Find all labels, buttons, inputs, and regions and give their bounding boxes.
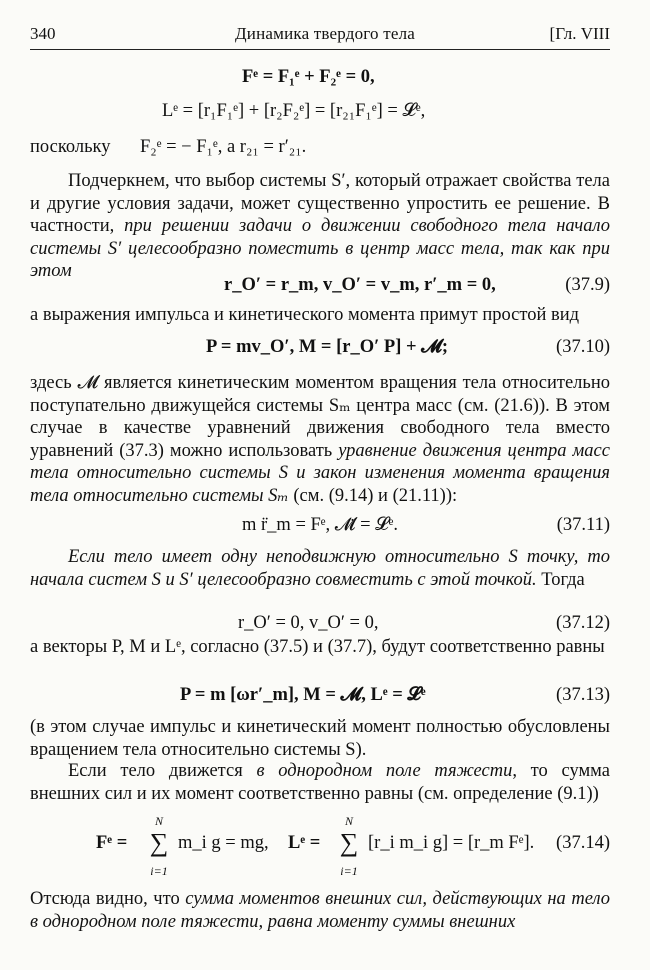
since-label: поскольку (30, 137, 111, 157)
paragraph-text: (см. (9.14) и (21.11)): (288, 485, 458, 506)
equation-37-10 (30, 334, 610, 360)
book-page (30, 0, 610, 970)
equation-number: (37.10) (556, 337, 610, 357)
running-title: Динамика твердого тела (234, 24, 416, 43)
sum-upper-limit: N (154, 814, 163, 828)
equation-37-11 (30, 512, 610, 538)
paragraph-emphasis: уравнение движения центра масс тела относительно системы S и закон изменения момента вращения тела относительно системы Sₘ (30, 440, 610, 506)
paragraph-8 (30, 888, 610, 933)
paragraph-emphasis: Если тело имеет одну неподвижную относительно S точку, то начала систем S и S′ целесообразно совместить с этой точкой. (30, 547, 610, 590)
summation-symbol (148, 814, 170, 878)
equation-37-9 (30, 272, 610, 298)
equation-moment-sum (30, 98, 610, 124)
sum-upper-limit: N (344, 814, 353, 828)
equation-force-sum (30, 64, 610, 90)
equation-number: (37.12) (556, 613, 610, 633)
paragraph-1 (30, 170, 610, 283)
paragraph-4 (30, 546, 610, 591)
paragraph-text: Подчеркнем, что выбор системы S′, который отражает свойства тела и другие условия задачи, может существенно упростить ее решение. В частности, (30, 171, 610, 236)
equation-text: P = mv_O′, M = [r_O′ P] + 𝓜; (206, 337, 449, 357)
equation-text: m r̈_m = Fᵉ, 𝓜̇ = 𝓛ᵉ. (242, 515, 399, 535)
paragraph-emphasis: сумма моментов внешних сил, действующих на тело в однородном поле тяжести, равна моменту суммы внешних (30, 889, 610, 932)
equation-text: r_O′ = 0, v_O′ = 0, (238, 613, 379, 633)
equation-text: Fᵉ = F₁ᵉ + F₂ᵉ = 0, (242, 67, 375, 87)
paragraph-text: Тогда (536, 569, 585, 590)
equation-since (30, 134, 610, 160)
equation-37-13 (30, 682, 610, 708)
paragraph-3 (30, 372, 610, 507)
paragraph-text: (в этом случае импульс и кинетический момент полностью обусловлены вращением тела относительно системы S). (30, 717, 610, 760)
equation-number: (37.11) (556, 515, 610, 535)
header-rule (30, 49, 610, 50)
paragraph-text: а векторы P, M и Lᵉ, согласно (37.5) и (37.7), будут соответственно равны (30, 637, 605, 657)
equation-number: (37.13) (556, 685, 610, 705)
equation-text: Fᵉ = (96, 833, 128, 853)
equation-text: P = m [ωr′_m], M = 𝓜, Lᵉ = 𝓛ᵉ (180, 685, 426, 705)
equation-37-12 (30, 610, 610, 636)
equation-number: (37.14) (556, 833, 610, 853)
paragraph-text: Отсюда видно, что (30, 889, 186, 909)
equation-text: Lᵉ = (288, 833, 321, 853)
paragraph-5 (30, 636, 610, 659)
paragraph-6 (30, 716, 610, 761)
paragraph-text: Если тело движется (68, 761, 257, 781)
page-header (30, 24, 610, 48)
paragraph-text: здесь 𝓜 является кинетическим моментом вращения тела относительно поступательно движущейся системы Sₘ центра масс (см. (21.6)). В этом случае в качестве уравнений движения свободного тела вместо уравнений (37.3) можно использовать (30, 373, 610, 461)
paragraph-7 (30, 760, 610, 805)
paragraph-emphasis: в однородном поле тяжести (256, 761, 513, 781)
paragraph-text: , то сумма внешних сил и их момент соответственно равны (см. определение (9.1)) (30, 761, 610, 804)
since-expression: F₂ᵉ = − F₁ᵉ, а r₂₁ = r′₂₁. (140, 137, 307, 157)
equation-text: m_i g = mg, (178, 833, 269, 853)
sum-lower-limit: i=1 (150, 864, 168, 878)
sum-sign: ∑ (149, 828, 169, 857)
sum-sign: ∑ (339, 828, 359, 857)
equation-text: r_O′ = r_m, v_O′ = v_m, r′_m = 0, (224, 275, 496, 295)
paragraph-emphasis: при решении задачи о движении свободного тела начало системы S′ целесообразно поместить в центр масс тела, так как при этом (30, 216, 610, 281)
sum-lower-limit: i=1 (340, 864, 358, 878)
equation-37-14 (30, 814, 610, 878)
paragraph-2 (30, 304, 610, 327)
summation-symbol (338, 814, 360, 878)
equation-number: (37.9) (565, 275, 610, 295)
chapter-label: [Гл. VIII (549, 24, 610, 43)
equation-text: Lᵉ = [r₁F₁ᵉ] + [r₂F₂ᵉ] = [r₂₁F₁ᵉ] = 𝓛ᵉ, (162, 101, 426, 121)
paragraph-text: а выражения импульса и кинетического момента примут простой вид (30, 305, 580, 325)
page-number: 340 (30, 24, 56, 43)
equation-text: [r_i m_i g] = [r_m Fᵉ]. (368, 833, 535, 853)
